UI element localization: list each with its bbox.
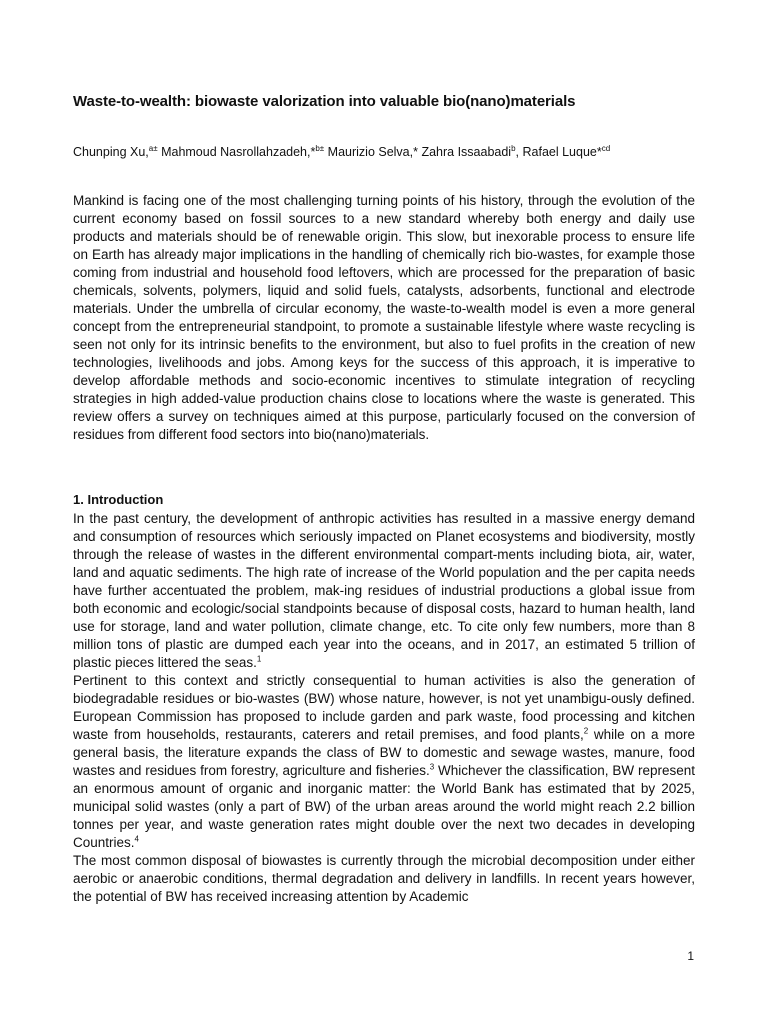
body-paragraph xyxy=(73,510,695,672)
author-affiliation-mark: a± xyxy=(148,143,158,153)
body-paragraph xyxy=(73,672,695,852)
introduction-body xyxy=(73,510,695,906)
abstract-text: Mankind is facing one of the most challenging turning points of his history, through the evolution of the current economy based on fossil sources to a new standard whereby both energy and daily use products and materials should be of renewable origin. This slow, but inexorable process to ensure life on Earth has already major implications in the handling of chemically rich bio-wastes, for example those coming from industrial and household food leftovers, which are processed for the preparation of basic chemicals, solvents, polymers, liquid and solid fuels, catalysts, adsorbents, functional and electrode materials. Under the umbrella of circular economy, the waste-to-wealth model is even a more general concept from the entrepreneurial standpoint, to promote a sustainable lifestyle where waste recycling is seen not only for its intrinsic benefits to the environment, but also to fuel profits in the creation of new technologies, livelihoods and jobs. Among keys for the success of this approach, it is imperative to develop affordable methods and socio-economic incentives to stimulate integration of recycling strategies in high added-value production chains close to locations where the waste is generated. This review offers a survey on techniques aimed at this purpose, particularly focused on the conversion of residues from different food sectors into bio(nano)materials. xyxy=(73,193,695,442)
author-name: Chunping Xu, xyxy=(73,145,149,159)
author-affiliation-mark: b xyxy=(511,143,516,153)
paper-title: Waste-to-wealth: biowaste valorization into valuable bio(nano)materials xyxy=(73,93,576,110)
paragraph-text: Whichever the classification, BW represent an enormous amount of organic and inorganic matter: the World Bank has estimated that by 2025, municipal solid wastes (only a part of BW) of the urban areas around the world might reach 2.2 billion tonnes per year, and waste generation rates might double over the next two decades in developing Countries. xyxy=(73,763,695,850)
author-affiliation-mark: b± xyxy=(315,143,325,153)
paragraph-text: Pertinent to this context and strictly consequential to human activities is also the generation of biodegradable residues or bio-wastes (BW) whose nature, however, is not yet unambigu-ously defined. European Commission has proposed to include garden and park waste, food processing and kitchen waste from households, restaurants, caterers and retail premises, and food plants, xyxy=(73,673,695,742)
paragraph-text: In the past century, the development of anthropic activities has resulted in a massive energy demand and consumption of resources which seriously impacted on Planet ecosystems and biodiversity, mostly through the release of wastes in the different environmental compart-ments including biota, air, water, land and aquatic sediments. The high rate of increase of the World population and the per capita needs have further accentuated the problem, mak-ing residues of industrial productions a global issue from both economic and ecologic/social standpoints because of disposal costs, hazard to human health, land use for storage, land and water pollution, climate change, etc. To cite only few numbers, more than 8 million tons of plastic are dumped each year into the oceans, and in 2017, an estimated 5 trillion of plastic pieces littered the seas. xyxy=(73,511,695,670)
citation-reference: 2 xyxy=(583,726,589,736)
abstract xyxy=(73,192,695,444)
author-list xyxy=(73,143,695,161)
citation-reference: 4 xyxy=(134,834,139,844)
citation-reference: 3 xyxy=(429,762,435,772)
citation-reference: 1 xyxy=(256,654,262,664)
body-paragraph xyxy=(73,852,695,906)
author-name: , Rafael Luque* xyxy=(515,145,602,159)
author-affiliation-mark: cd xyxy=(601,143,611,153)
author-name: Mahmoud Nasrollahzadeh,* xyxy=(157,145,316,159)
author-name: Maurizio Selva,* Zahra Issaabadi xyxy=(324,145,512,159)
section-heading-introduction: 1. Introduction xyxy=(73,492,164,507)
paper-page xyxy=(73,0,695,1024)
paragraph-text: The most common disposal of biowastes is currently through the microbial decomposition under either aerobic or anaerobic conditions, thermal degradation and delivery in landfills. In recent years however, the potential of BW has received increasing attention by Academic xyxy=(73,853,695,904)
page-number: 1 xyxy=(687,949,694,963)
paragraph-text: while on a more general basis, the literature expands the class of BW to domestic and sewage wastes, manure, food wastes and residues from forestry, agriculture and fisheries. xyxy=(73,727,695,778)
